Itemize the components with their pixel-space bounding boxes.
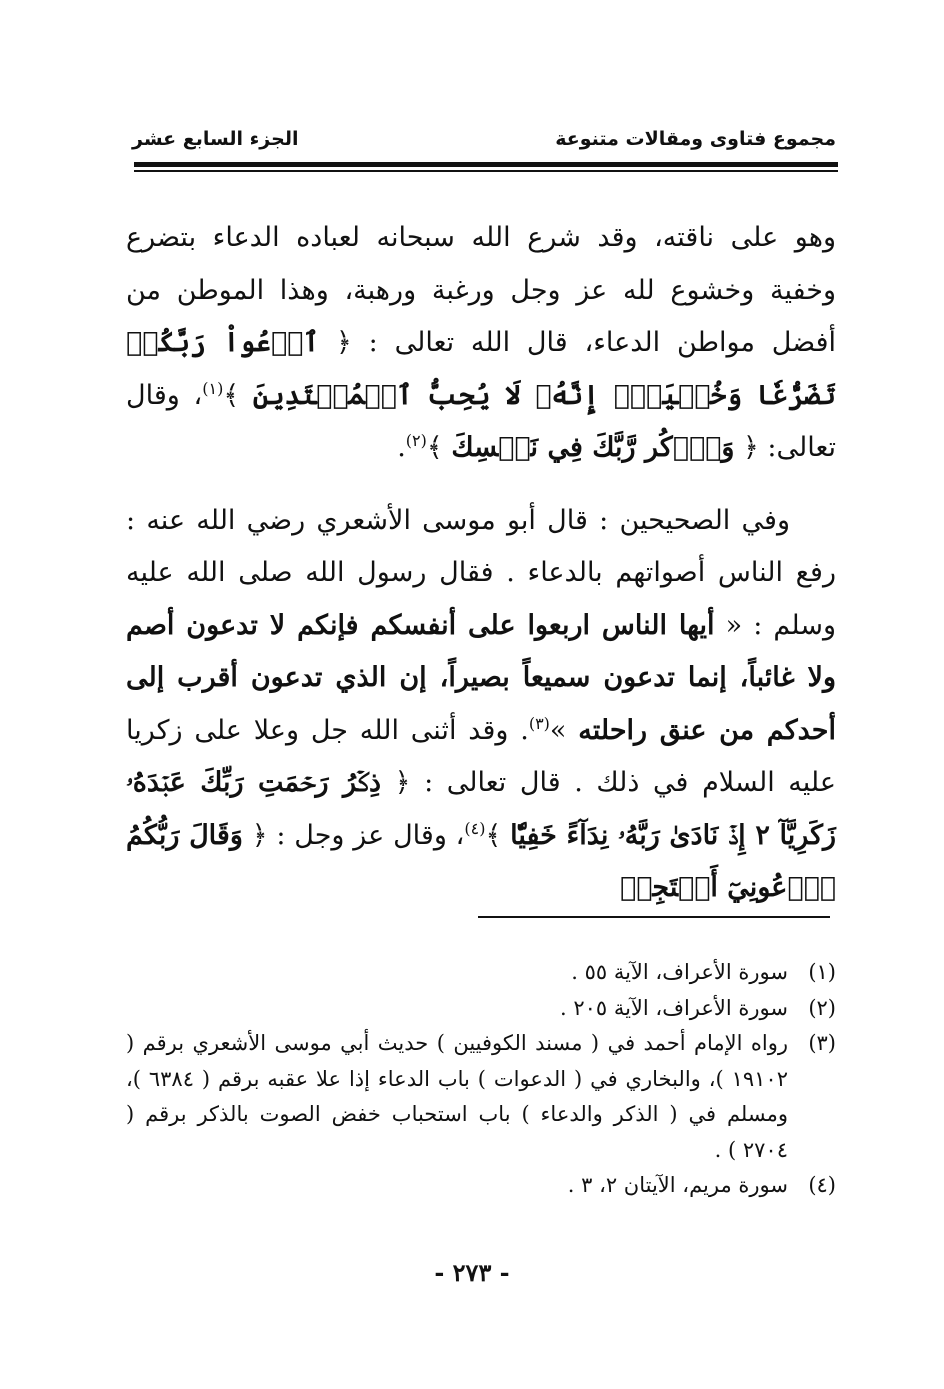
quran-bracket-open: ﴿ bbox=[251, 819, 268, 851]
footnote-number: (٤) bbox=[808, 1173, 836, 1197]
footnote-ref-4: (٤) bbox=[464, 818, 486, 838]
book-title: مجموع فتاوى ومقالات متنوعة bbox=[555, 128, 836, 150]
footnote-number: (١) bbox=[808, 960, 836, 984]
footnote-number: (٣) bbox=[808, 1031, 836, 1055]
running-header bbox=[132, 128, 836, 158]
main-text bbox=[126, 212, 836, 915]
footnote-item bbox=[126, 1026, 836, 1168]
page-number: - ٢٧٣ - bbox=[434, 1258, 510, 1287]
paragraph-2 bbox=[126, 495, 836, 915]
footnote-item bbox=[126, 955, 836, 991]
hadith-quote-close: » bbox=[549, 714, 579, 746]
footnote-item bbox=[126, 1168, 836, 1204]
footnote-text: سورة الأعراف، الآية ٢٠٥ . bbox=[559, 995, 788, 1020]
quran-verse-4: وَقَالَ رَبُّكُمُ ٱدۡعُونِيٓ أَسۡتَجِبۡ bbox=[126, 819, 836, 903]
footnotes bbox=[126, 955, 836, 1204]
quran-bracket-open: ﴿ bbox=[742, 432, 759, 463]
paragraph-2-text-b: . وقد أثنى الله جل وعلا على زكريا عليه السلام في ذلك . قال تعالى : bbox=[126, 714, 836, 798]
paragraph-2-text-c: ، وقال عز وجل : bbox=[267, 819, 465, 851]
paragraph-1-end: . bbox=[397, 432, 406, 463]
footnote-number: (٢) bbox=[808, 995, 836, 1020]
footnote-text: سورة مريم، الآيتان ٢، ٣ . bbox=[567, 1173, 788, 1197]
paragraph-1 bbox=[126, 212, 836, 475]
footnote-text: رواه الإمام أحمد في ( مسند الكوفيين ) حديث أبي موسى الأشعري برقم ( ١٩١٠٢ )، والبخاري في ( الدعوات ) باب الدعاء إذا علا عقبه برقم ( ٦٣٨٤ )، ومسلم في ( الذكر والدعاء ) باب استحباب خفض الصوت بالذكر برقم ( ٢٧٠٤ ) . bbox=[126, 1031, 788, 1162]
quran-bracket-open: ﴿ bbox=[336, 327, 352, 358]
quran-bracket-open: ﴿ bbox=[394, 767, 411, 798]
hadith-quote: أيها الناس اربعوا على أنفسكم فإنكم لا تدعون أصم ولا غائباً، إنما تدعون سميعاً بصيراً، إن الذي تدعون أقرب إلى أحدكم من عنق راحلته bbox=[126, 609, 836, 746]
quran-verse-1: ٱدۡعُواْ رَبَّكُمۡ تَضَرُّعٗا وَخُفۡيَةًۚ إِنَّهُۥ لَا يُحِبُّ ٱلۡمُعۡتَدِينَ bbox=[126, 327, 836, 411]
quran-verse-2: وَٱذۡكُر رَّبَّكَ فِي نَفۡسِكَ bbox=[451, 432, 735, 463]
paragraph-2-text: وفي الصحيحين : قال أبو موسى الأشعري رضي الله عنه : رفع الناس أصواتهم بالدعاء . فقال رسول الله صلى الله عليه وسلم : « bbox=[126, 504, 836, 641]
quran-verse-3: ذِكۡرُ رَحۡمَتِ رَبِّكَ عَبۡدَهُۥ زَكَرِيَّآ ٢ إِذۡ نَادَىٰ رَبَّهُۥ نِدَآءً خَفِيّٗا bbox=[126, 767, 836, 851]
footnote-item bbox=[126, 991, 836, 1027]
footnote-ref-1: (١) bbox=[202, 378, 224, 398]
quran-bracket-close: ﴾ bbox=[426, 432, 443, 463]
footnote-ref-3: (٣) bbox=[528, 713, 550, 733]
header-rule-thick bbox=[134, 162, 838, 167]
paragraph-1-text: وهو على ناقته، وقد شرع الله سبحانه لعباده الدعاء بتضرع وخفية وخشوع لله عز وجل ورغبة ورهبة، وهذا الموطن من أفضل مواطن الدعاء، قال الله تعالى : bbox=[126, 222, 836, 358]
paragraph-1-text-b: ، وقال تعالى: bbox=[126, 379, 836, 463]
quran-bracket-close: ﴾ bbox=[485, 819, 502, 851]
quran-bracket-close: ﴾ bbox=[223, 379, 240, 411]
volume-label: الجزء السابع عشر bbox=[132, 128, 299, 150]
header-rule-thin bbox=[134, 170, 838, 172]
footnote-ref-2: (٢) bbox=[405, 431, 427, 450]
footnote-text: سورة الأعراف، الآية ٥٥ . bbox=[571, 960, 788, 984]
footnote-separator bbox=[478, 916, 830, 918]
